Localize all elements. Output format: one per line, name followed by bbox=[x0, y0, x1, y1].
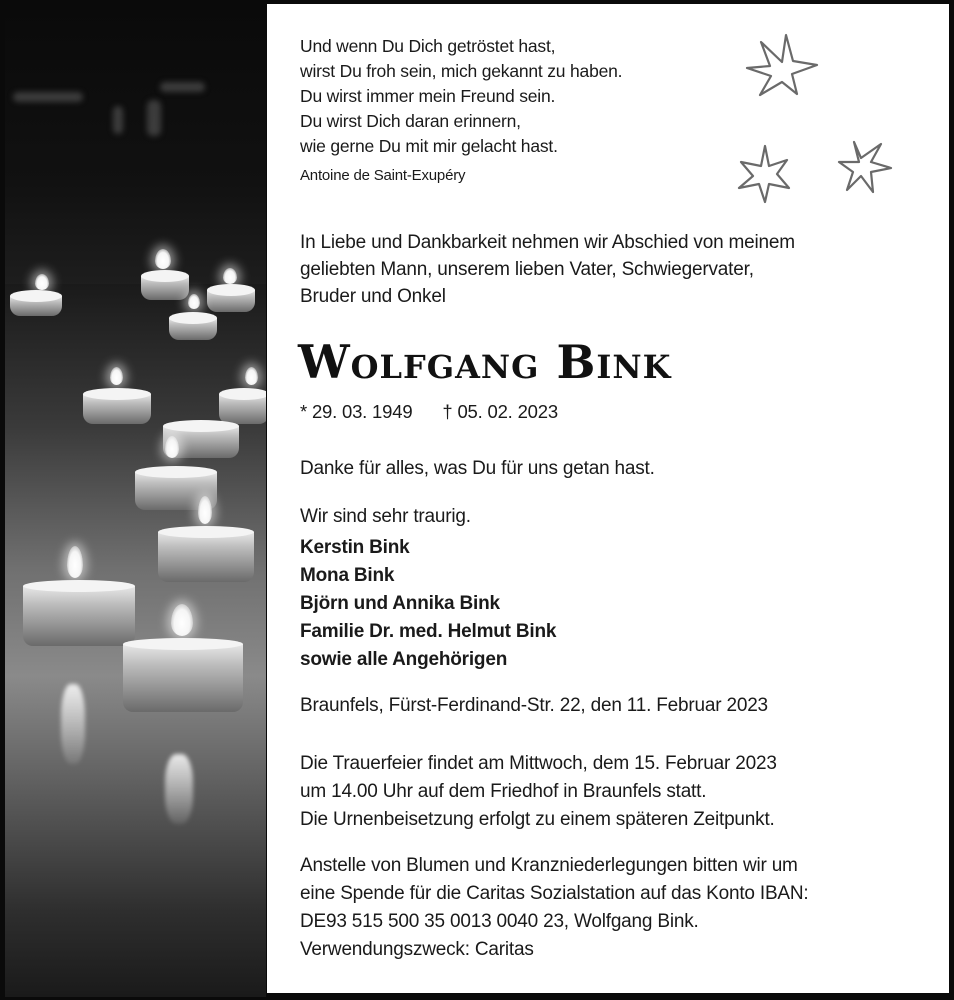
intro-line: geliebten Mann, unserem lieben Vater, Schwiegervater, bbox=[300, 259, 754, 280]
candle-flame bbox=[35, 274, 49, 290]
candle-flame bbox=[245, 367, 258, 385]
deceased-name: Wolfgang Bink bbox=[298, 335, 672, 389]
mourners-list bbox=[300, 534, 556, 674]
intro-line: In Liebe und Dankbarkeit nehmen wir Abschied von meinem bbox=[300, 232, 795, 253]
poem-line: Und wenn Du Dich getröstet hast, bbox=[300, 36, 556, 56]
candle-flame bbox=[110, 367, 123, 385]
candle bbox=[10, 296, 62, 316]
candle bbox=[169, 318, 217, 340]
star-icon bbox=[745, 32, 825, 106]
poem-author: Antoine de Saint-Exupéry bbox=[300, 167, 466, 184]
poem-line: wie gerne Du mit mir gelacht hast. bbox=[300, 136, 558, 156]
sad-line: Wir sind sehr traurig. bbox=[300, 506, 471, 527]
poem-line: wirst Du froh sein, mich gekannt zu haben. bbox=[300, 61, 623, 81]
candle bbox=[83, 394, 151, 424]
intro-line: Bruder und Onkel bbox=[300, 286, 446, 307]
donation-line: DE93 515 500 35 0013 0040 23, Wolfgang Bink. bbox=[300, 911, 699, 932]
photo-blur-light bbox=[147, 100, 161, 136]
farewell-intro bbox=[300, 229, 795, 310]
candle bbox=[219, 394, 266, 424]
candle-reflection bbox=[61, 684, 85, 764]
candle bbox=[141, 276, 189, 300]
candle bbox=[23, 586, 135, 646]
photo-blur-light bbox=[113, 106, 123, 134]
candle-reflection bbox=[165, 754, 193, 824]
donation-line: Verwendungszweck: Caritas bbox=[300, 939, 534, 960]
death-date: † 05. 02. 2023 bbox=[442, 401, 558, 422]
star-icon bbox=[837, 140, 895, 196]
candle-flame bbox=[155, 249, 171, 269]
life-dates bbox=[300, 400, 558, 425]
photo-dark-background bbox=[5, 4, 266, 304]
mourner: Familie Dr. med. Helmut Bink bbox=[300, 621, 557, 642]
poem bbox=[300, 34, 622, 159]
mourner: Björn und Annika Bink bbox=[300, 593, 500, 614]
donation-line: eine Spende für die Caritas Sozialstation auf das Konto IBAN: bbox=[300, 883, 809, 904]
service-line: um 14.00 Uhr auf dem Friedhof in Braunfels statt. bbox=[300, 781, 707, 802]
donation-line: Anstelle von Blumen und Kranzniederlegungen bitten wir um bbox=[300, 855, 798, 876]
candle-flame bbox=[171, 604, 193, 636]
mourner: sowie alle Angehörigen bbox=[300, 649, 508, 670]
photo-blur-light bbox=[160, 82, 205, 92]
thanks-line: Danke für alles, was Du für uns getan hast. bbox=[300, 458, 655, 479]
donation-info bbox=[300, 852, 809, 964]
obituary-panel bbox=[267, 4, 949, 993]
birth-date: * 29. 03. 1949 bbox=[300, 401, 413, 422]
candle bbox=[207, 290, 255, 312]
funeral-service-info bbox=[300, 750, 777, 834]
service-line: Die Urnenbeisetzung erfolgt zu einem späteren Zeitpunkt. bbox=[300, 809, 775, 830]
candle-flame bbox=[223, 268, 237, 284]
place-and-date: Braunfels, Fürst-Ferdinand-Str. 22, den 11. Februar 2023 bbox=[300, 695, 768, 716]
photo-blur-light bbox=[13, 92, 83, 102]
candle bbox=[158, 532, 254, 582]
mourner: Mona Bink bbox=[300, 565, 395, 586]
candle bbox=[123, 644, 243, 712]
candle-flame bbox=[67, 546, 83, 578]
candle-flame bbox=[165, 436, 179, 458]
mourner: Kerstin Bink bbox=[300, 537, 410, 558]
candle-photo bbox=[5, 4, 266, 997]
star-icon bbox=[735, 144, 795, 204]
candle-flame bbox=[198, 496, 212, 524]
poem-line: Du wirst immer mein Freund sein. bbox=[300, 86, 556, 106]
service-line: Die Trauerfeier findet am Mittwoch, dem 15. Februar 2023 bbox=[300, 753, 777, 774]
candle-flame bbox=[188, 294, 200, 309]
poem-line: Du wirst Dich daran erinnern, bbox=[300, 111, 521, 131]
